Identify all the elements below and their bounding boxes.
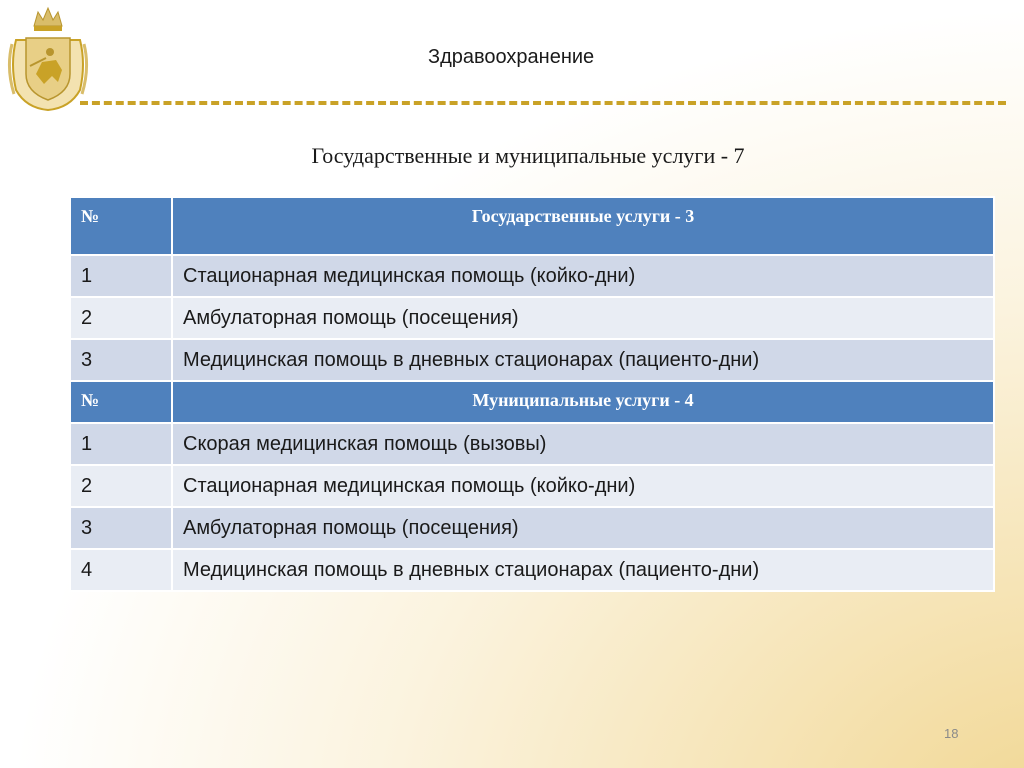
header-divider — [80, 101, 1006, 105]
row-number: 1 — [70, 423, 172, 465]
row-number: 3 — [70, 339, 172, 381]
slide-subtitle: Государственные и муниципальные услуги - 7 — [311, 143, 745, 168]
row-service: Стационарная медицинская помощь (койко-дни) — [172, 465, 994, 507]
row-service: Медицинская помощь в дневных стационарах (пациенто-дни) — [172, 339, 994, 381]
page-number: 18 — [944, 726, 959, 741]
services-table — [69, 196, 995, 592]
number-column-header: № — [70, 197, 172, 255]
table-row — [70, 339, 994, 381]
header-title: Здравоохранение — [428, 46, 595, 68]
row-service: Амбулаторная помощь (посещения) — [172, 297, 994, 339]
table-row — [70, 465, 994, 507]
row-number: 3 — [70, 507, 172, 549]
table-row — [70, 549, 994, 591]
coat-of-arms-icon — [6, 4, 90, 114]
row-service: Скорая медицинская помощь (вызовы) — [172, 423, 994, 465]
row-number: 1 — [70, 255, 172, 297]
row-service: Стационарная медицинская помощь (койко-дни) — [172, 255, 994, 297]
state-services-header-row — [70, 197, 994, 255]
row-number: 2 — [70, 297, 172, 339]
table-row — [70, 423, 994, 465]
row-number: 2 — [70, 465, 172, 507]
state-services-title: Государственные услуги - 3 — [172, 197, 994, 255]
table-row — [70, 255, 994, 297]
table-row — [70, 297, 994, 339]
number-column-header: № — [70, 381, 172, 423]
municipal-services-title: Муниципальные услуги - 4 — [172, 381, 994, 423]
row-service: Медицинская помощь в дневных стационарах (пациенто-дни) — [172, 549, 994, 591]
municipal-services-header-row — [70, 381, 994, 423]
row-service: Амбулаторная помощь (посещения) — [172, 507, 994, 549]
table-row — [70, 507, 994, 549]
row-number: 4 — [70, 549, 172, 591]
